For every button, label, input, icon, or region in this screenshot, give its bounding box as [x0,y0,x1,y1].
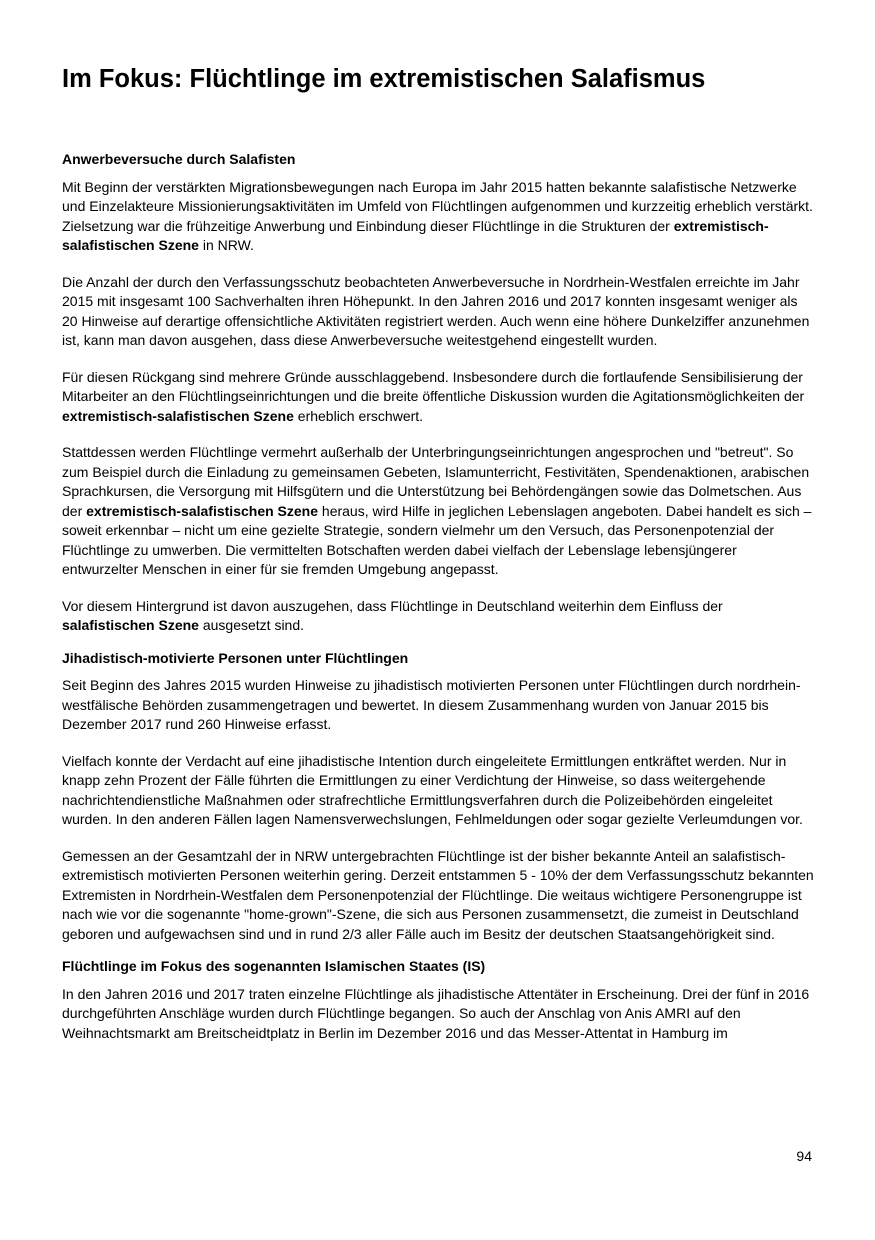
paragraph: Mit Beginn der verstärkten Migrationsbewegungen nach Europa im Jahr 2015 hatten bekannte salafistische Netzwerke und Einzelakteure Missionierungsaktivitäten im Umfeld von Flüchtlingen aufgenommen und kurzzeitig erheblich verstärkt. Zielsetzung war die frühzeitige Anwerbung und Einbindung dieser Flüchtlinge in die Strukturen der extremistisch-salafistischen Szene in NRW. [62,178,813,253]
page-number: 94 [796,1148,812,1164]
paragraph: Gemessen an der Gesamtzahl der in NRW untergebrachten Flüchtlinge ist der bisher bekannte Anteil an salafistisch-extremistisch motivierten Personen weiterhin gering. Derzeit entstammen 5 - 10% der dem Verfassungsschutz bekannten Extremisten in Nordrhein-Westfalen dem Personenpotenzial der Flüchtlinge. Die weitaus wichtigere Personengruppe ist nach wie vor die sogenannte "home-grown"-Szene, die sich aus Personen zusammensetzt, die zumeist in Deutschland geboren und aufgewachsen sind und in rund 2/3 aller Fälle auch im Besitz der deutschen Staatsangehörigkeit sind. [62,847,814,942]
section-anwerbeversuche [62,150,814,636]
section-jihadistisch [62,649,814,945]
section-heading: Jihadistisch-motivierte Personen unter Flüchtlingen [62,649,409,666]
document-body [62,150,814,1060]
paragraph: Vor diesem Hintergrund ist davon auszugehen, dass Flüchtlinge in Deutschland weiterhin dem Einfluss der salafistischen Szene ausgesetzt sind. [62,597,723,633]
emphasis: extremistisch-salafistischen Szene [86,502,319,519]
page-title: Im Fokus: Flüchtlinge im extremistischen Salafismus [62,65,706,93]
paragraph: Vielfach konnte der Verdacht auf eine jihadistische Intention durch eingeleitete Ermittlungen entkräftet werden. Nur in knapp zehn Prozent der Fälle führten die Ermittlungen zu einer Verdichtung der Hinweise, so dass weitergehende nachrichtendienstliche Maßnahmen oder strafrechtliche Ermittlungsverfahren durch die Polizeibehörden eingeleitet wurden. In den anderen Fällen lagen Namensverwechslungen, Fehlmeldungen oder sogar gezielte Verleumdungen vor. [62,752,803,827]
section-is [62,957,814,1043]
section-heading: Anwerbeversuche durch Salafisten [62,151,296,167]
section-heading: Flüchtlinge im Fokus des sogenannten Islamischen Staates (IS) [62,958,486,974]
emphasis: extremistisch-salafistischen Szene [62,407,294,424]
emphasis: extremistisch-salafistischen Szene [62,217,769,253]
emphasis: salafistischen Szene [62,617,199,633]
paragraph: Für diesen Rückgang sind mehrere Gründe ausschlaggebend. Insbesondere durch die fortlaufende Sensibilisierung der Mitarbeiter an den Flüchtlingseinrichtungen und die breite öffentliche Diskussion wurden die Agitationsmöglichkeiten der extremistisch-salafistischen Szene erheblich erschwert. [62,368,805,424]
paragraph: Die Anzahl der durch den Verfassungsschutz beobachteten Anwerbeversuche in Nordrhein-Westfalen erreichte im Jahr 2015 mit insgesamt 100 Sachverhalten ihren Höhepunkt. In den Jahren 2016 und 2017 konnten insgesamt weniger als 20 Hinweise auf derartige offensichtliche Aktivitäten registriert werden. Auch wenn eine höhere Dunkelziffer anzunehmen ist, kann man davon ausgehen, dass diese Anwerbeversuche weitestgehend eingestellt wurden. [62,273,810,348]
paragraph: In den Jahren 2016 und 2017 traten einzelne Flüchtlinge als jihadistische Attentäter in Erscheinung. Drei der fünf in 2016 durchgeführten Anschläge wurden durch Flüchtlinge begangen. So auch der Anschlag von Anis AMRI auf den Weihnachtsmarkt am Breitscheidtplatz in Berlin im Dezember 2016 und das Messer-Attentat in Hamburg im [62,985,810,1041]
paragraph: Stattdessen werden Flüchtlinge vermehrt außerhalb der Unterbringungseinrichtungen angesprochen und "betreut". So zum Beispiel durch die Einladung zu gemeinsamen Gebeten, Islamunterricht, Festivitäten, Spendenaktionen, arabischen Sprachkursen, die Versorgung mit Hilfsgütern und die Unterstützung bei Behördengängen sowie das Dolmetschen. Aus der extremistisch-salafistischen Szene heraus, wird Hilfe in jeglichen Lebenslagen angeboten. Dabei handelt es sich – soweit erkennbar – nicht um eine gezielte Strategie, sondern vielmehr um den Versuch, das Personenpotenzial der Flüchtlinge zu umwerben. Die vermittelten Botschaften werden dabei vielfach der Lebenslage lebensjüngerer entwurzelter Menschen in einer für sie fremden Umgebung angepasst. [62,444,812,577]
paragraph: Seit Beginn des Jahres 2015 wurden Hinweise zu jihadistisch motivierten Personen unter Flüchtlingen durch nordrhein-westfälische Behörden zusammengetragen und bewertet. In diesem Zusammenhang wurden von Januar 2015 bis Dezember 2017 rund 260 Hinweise erfasst. [62,677,801,732]
